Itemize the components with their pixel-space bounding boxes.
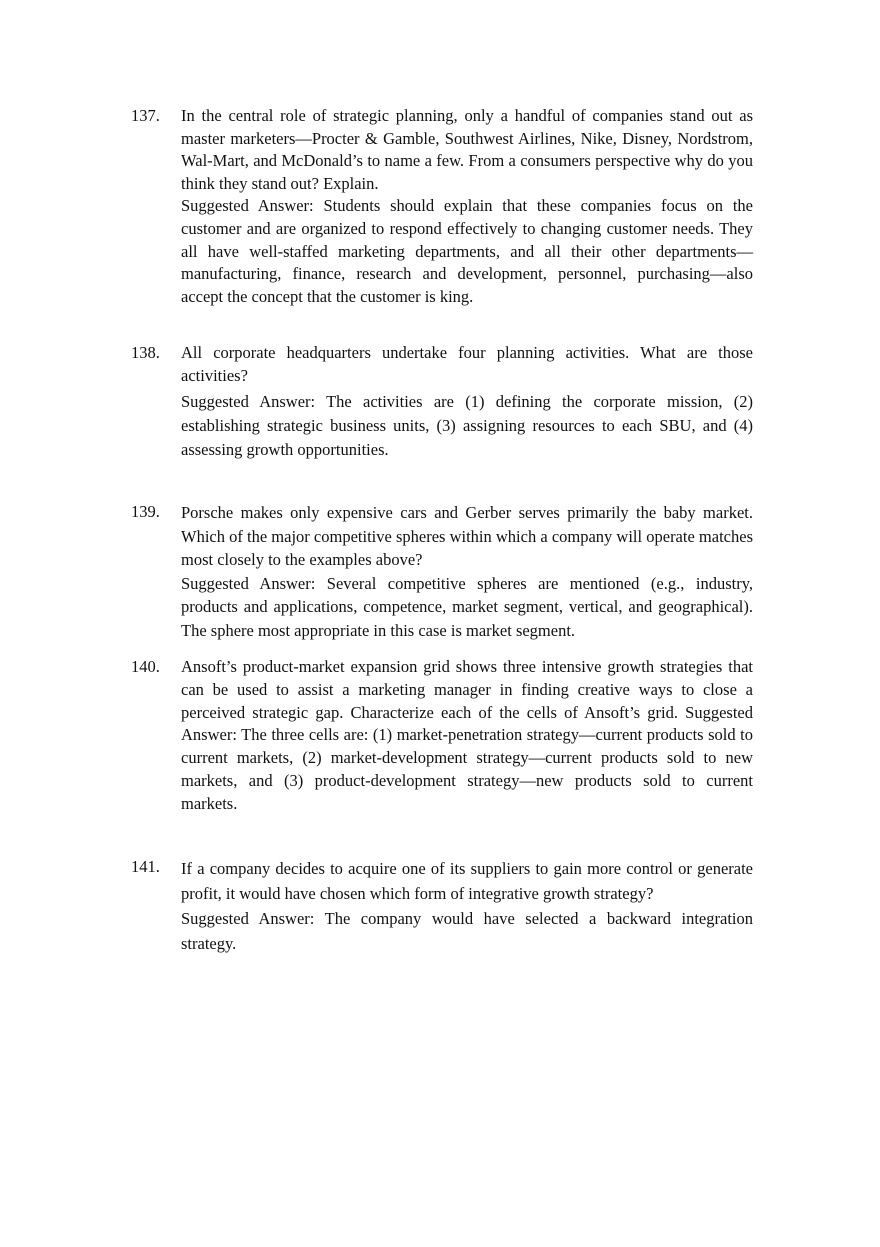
suggested-answer: Suggested Answer: The activities are (1) defining the corporate mission, (2) establishing strategic business units, (3) assigning resources to each SBU, and (4) assessing growth opportunities. [181,391,753,459]
question-text: If a company decides to acquire one of its suppliers to gain more control or generate profit, it would have chosen which form of integrative growth strategy? [181,859,753,903]
question-text: Porsche makes only expensive cars and Gerber serves primarily the baby market. Which of the major competitive spheres within which a company will operate matches most closely to the examples above? [181,503,753,569]
question-number: 139. [131,502,160,521]
question-text: Ansoft’s product-market expansion grid shows three intensive growth strategies that can be used to assist a marketing manager in finding creative ways to close a perceived strategic gap. Characterize each of the cells of Ansoft’s grid. Suggested Answer: The three cells are: (1) market-penetration strategy—current products sold to current markets, (2) market-development strategy—current products sold to new markets, and (3) product-development strategy—new products sold to current markets. [181,657,753,813]
question-137 [131,105,753,308]
suggested-answer: Suggested Answer: The company would have selected a backward integration strategy. [181,909,753,953]
question-139 [131,501,753,642]
question-text: All corporate headquarters undertake four planning activities. What are those activities? [181,343,753,385]
question-body [181,105,753,308]
question-text: In the central role of strategic planning, only a handful of companies stand out as master marketers—Procter & Gamble, Southwest Airlines, Nike, Disney, Nordstrom, Wal-Mart, and McDonald’s to name a few. From a consumers perspective why do you think they stand out? Explain. [181,106,753,193]
question-number: 141. [131,857,160,876]
question-body [181,342,753,462]
suggested-answer: Suggested Answer: Several competitive spheres are mentioned (e.g., industry, products and applications, competence, market segment, vertical, and geographical). The sphere most appropriate in this case is market segment. [181,573,753,640]
question-number: 140. [131,657,160,676]
question-141 [131,856,753,956]
question-number: 138. [131,343,160,362]
question-138 [131,342,753,462]
question-140 [131,656,753,816]
question-body [181,501,753,642]
question-number: 137. [131,106,160,125]
suggested-answer: Suggested Answer: Students should explain that these companies focus on the customer and are organized to respond effectively to changing customer needs. They all have well-staffed marketing departments, and all their other departments—manufacturing, finance, research and development, personnel, purchasing—also accept the concept that the customer is king. [181,196,753,306]
question-body [181,656,753,816]
question-body [181,856,753,956]
